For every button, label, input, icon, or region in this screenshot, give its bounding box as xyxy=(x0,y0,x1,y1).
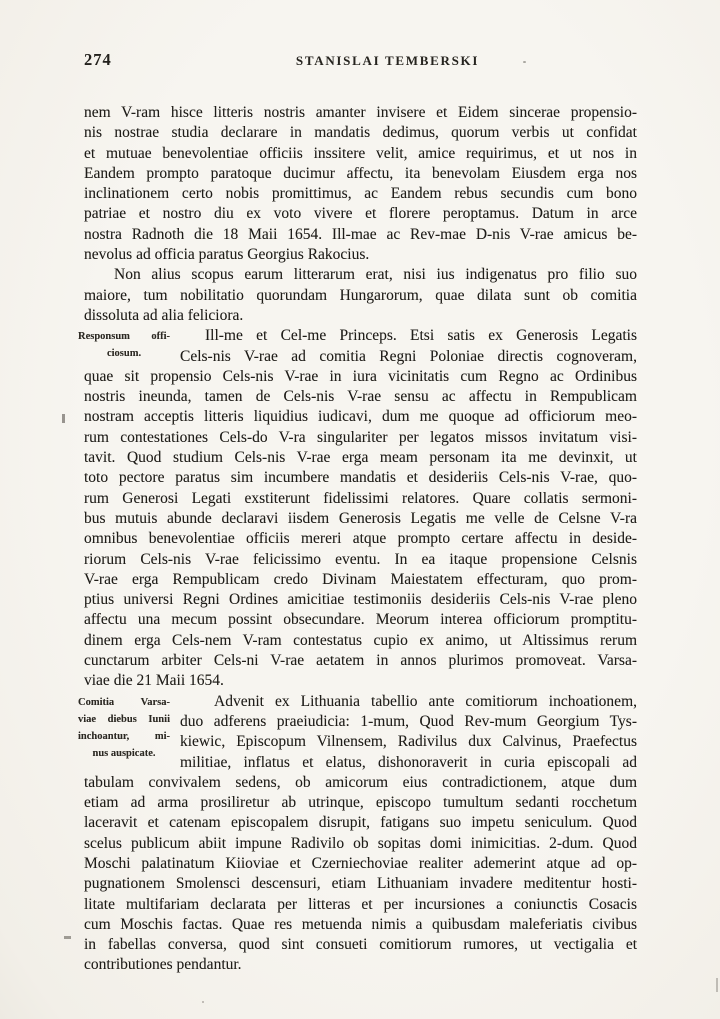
text-line: kiewic, Episcopum Vilnensem, Radivilus dux Calvinus, Praefectus xyxy=(180,733,637,751)
text-line: nem V-ram hisce litteris nostris amanter invisere et Eidem sincerae propensio- xyxy=(84,104,637,121)
text-line: bus mutuis abunde declaravi iisdem Generosis Legatis me velle de Celsne V-ra xyxy=(84,509,637,527)
text-line: riorum Cels-nis V-rae felicissimo eventu. In ea itaque propensione Celsnis xyxy=(84,550,637,568)
text-line: Ill-me et Cel-me Princeps. Etsi satis ex Generosis Legatis xyxy=(205,327,637,345)
text-line: Non alius scopus earum litterarum erat, nisi ius indigenatus pro filio suo xyxy=(114,266,637,284)
text-line: rum Generosi Legati exstiterunt fidelissimi relatores. Quare collatis sermoni- xyxy=(84,489,637,507)
text-line: ptius universi Regni Ordines amicitiae testimoniis desideriis Cels-nis V-rae pleno xyxy=(84,591,637,609)
text-line: tabulam convivalem sedens, ob amicorum eius contradictionem, atque dum xyxy=(84,773,637,791)
text-line: tavit. Quod studium Cels-nis V-rae erga meam personam ita me devinxit, ut xyxy=(84,449,637,467)
text-line: dissoluta ad alia feliciora. xyxy=(84,306,244,324)
text-line: Moschi palatinatum Kiioviae et Czerniechoviae realiter ademerint atque ad op- xyxy=(84,854,637,872)
text-line: dinem erga Cels-nem V-ram contestatus cupio ex animo, ut Altissimus rerum xyxy=(84,631,637,649)
text-line: viae die 21 Maii 1654. xyxy=(84,672,224,690)
margin-note-responsum-officiosum xyxy=(78,328,170,362)
text-line: Cels-nis V-rae ad comitia Regni Poloniae directis cognoveram, xyxy=(180,347,637,365)
margin-note-line: inchoantur, mi- xyxy=(78,730,170,742)
text-line: rum contestationes Cels-do V-ra singulariter per legatos missos invitatum visi- xyxy=(84,428,637,446)
text-line: in fabellas conversa, quod sint consueti comitiorum rumores, ut vectigalia et xyxy=(84,936,637,954)
text-line: toto pectore paratus sim incumbere mandatis et desideriis Cels-nis V-rae, quo- xyxy=(84,469,637,487)
running-title: STANISLAI TEMBERSKI xyxy=(295,53,480,68)
text-line: et mutuae benevolentiae officiis inssitere velit, amice requirimus, et ut nos in xyxy=(84,144,637,162)
text-line: affectu una mecum possint obsecundare. Meorum interea officiorum promptitu- xyxy=(84,611,637,629)
text-line: V-rae erga Rempublicam credo Divinam Maiestatem effecturam, quo prom- xyxy=(84,570,637,588)
text-line: nostram acceptis litteris liquidius iudicavi, dum me quoque ad officiorum meo- xyxy=(84,408,637,426)
text-line: scelus publicum abiit impune Radivilo ob sopitas domi inimicitias. 2-dum. Quod xyxy=(84,834,637,852)
text-line: patriae et nostro diu ex voto vivere et florere peroptamus. Datum in arce xyxy=(84,205,637,223)
text-line: cum Moschis factas. Quae res metuenda nimis a quibusdam maleferiatis civibus xyxy=(84,915,637,933)
running-head xyxy=(84,50,637,70)
text-line: nostra Radnoth die 18 Maii 1654. Ill-mae ac Rev-mae D-nis V-rae amicus be- xyxy=(84,225,637,243)
text-line: nevolus ad officia paratus Georgius Rakocius. xyxy=(84,246,370,264)
text-line: Advenit ex Lithuania tabellio ante comitiorum inchoationem, xyxy=(214,692,637,710)
text-line: militiae, inflatus et elatus, dishonoraverit in curia episcopali ad xyxy=(180,753,637,771)
margin-note-line: viae diebus Iunii xyxy=(78,713,170,725)
text-line: nostris ineunda, tamen de Cels-nis V-rae sensu ac affectu in Rempublicam xyxy=(84,388,637,406)
paragraph-responsum-officiosum xyxy=(78,326,637,691)
paragraph-editorial-comment xyxy=(84,265,637,326)
text-line: litate multifariam declarata per litteras et per incursiones a coniunctis Cosacis xyxy=(84,895,637,913)
text-line: duo adferens praeiudicia: 1-mum, Quod Rev-mum Georgium Tys- xyxy=(180,712,637,730)
page-number: 274 xyxy=(84,50,112,69)
text-line: maiore, tum nobilitatio quorundam Hungarorum, quae dilata sunt ob comitia xyxy=(84,286,637,304)
text-line: cunctarum arbiter Cels-ni V-rae aetatem in annos plurimos promoveat. Varsa- xyxy=(84,652,637,670)
text-line: nis nostrae studia declarare in mandatis dedimus, quorum verbis ut confidat xyxy=(84,124,637,142)
scan-mark-left-edge xyxy=(64,936,71,939)
text-line: omnibus benevolentiae officiis mereri atque prompto certare affectu in deside- xyxy=(84,530,637,548)
margin-note-line: nus auspicate. xyxy=(92,747,156,759)
paragraph-letter-closing xyxy=(84,103,637,265)
scan-speck xyxy=(202,1001,204,1003)
margin-note-comitia-varsaviae xyxy=(78,694,170,762)
margin-note-line: ciosum. xyxy=(106,348,142,360)
margin-note-line: Comitia Varsa- xyxy=(78,696,170,708)
text-block xyxy=(78,103,637,976)
scan-mark-right-edge xyxy=(716,978,718,992)
text-line: quae sit propensio Cels-nis V-rae in iura vicinitatis cum Regno ac Ordinibus xyxy=(84,367,637,385)
text-line: laceravit et catenam episcopalem disrupit, fatigans suo impetu seniculum. Quod xyxy=(84,814,637,832)
scan-mark-left-margin xyxy=(62,414,65,423)
text-line: pugnationem Smolensci descensuri, etiam Lithuaniam invadere meditentur hosti- xyxy=(84,875,637,893)
text-line: contributiones pendantur. xyxy=(84,956,242,974)
margin-note-line: Responsum offi- xyxy=(78,331,170,343)
text-line: Eandem prompto paratoque ducimur affectu, ita benevolam Eiusdem erga nos xyxy=(84,164,637,182)
text-line: inclinationem certo nobis promittimus, ac Eandem rebus secundis cum bono xyxy=(84,185,637,203)
paragraph-comitia-varsaviae xyxy=(78,692,637,976)
text-line: etiam ad arma prosiliretur ab utrinque, episcopo tumultum sedanti rocchetum xyxy=(84,794,637,812)
